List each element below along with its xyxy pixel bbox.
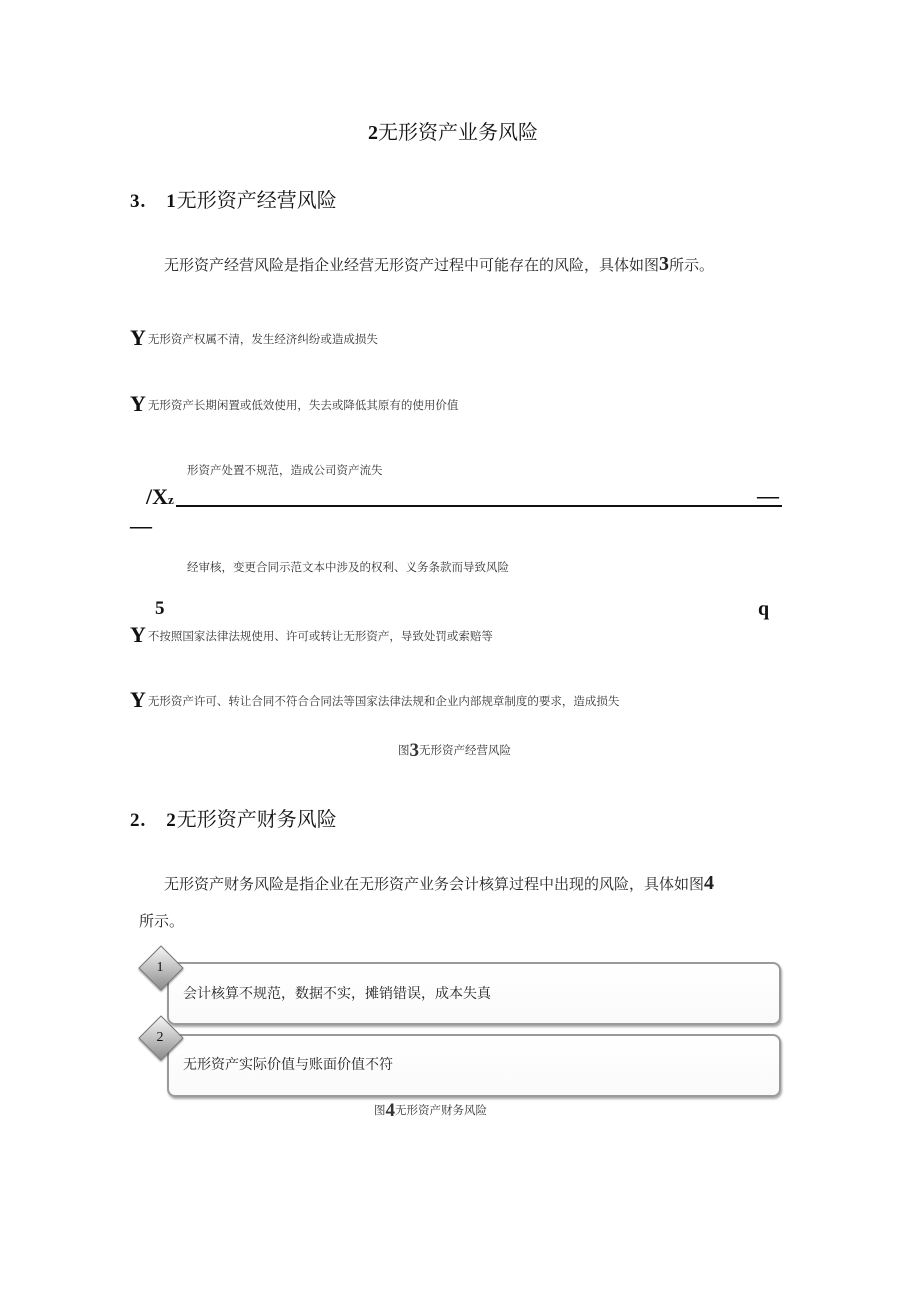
risk-box-text: 无形资产实际价值与账面价值不符 bbox=[183, 1057, 393, 1073]
risk-item bbox=[130, 391, 458, 417]
bullet-mark: Y bbox=[130, 325, 146, 350]
caption-text: 无形资产经营风险 bbox=[419, 743, 511, 757]
risk-fragment: 形资产处置不规范，造成公司资产流失 bbox=[187, 463, 383, 477]
risk-item-text: 无形资产许可、转让合同不符合合同法等国家法律法规和企业内部规章制度的要求，造成损失 bbox=[147, 694, 620, 708]
garbled-glyph-under: — bbox=[130, 513, 152, 538]
risk-fragment: 经审核，变更合同示范文本中涉及的权利、义务条款而导致风险 bbox=[187, 560, 509, 574]
garbled-glyph-right: — bbox=[757, 483, 779, 508]
paragraph-financial-risk bbox=[164, 872, 714, 895]
paragraph-operational-risk bbox=[164, 253, 714, 276]
section-number: 3. 1 bbox=[130, 191, 177, 212]
paragraph-text: 无形资产经营风险是指企业经营无形资产过程中可能存在的风险，具体如图 bbox=[164, 256, 660, 274]
caption-text: 无形资产财务风险 bbox=[395, 1103, 487, 1117]
garbled-text: /X bbox=[146, 484, 168, 509]
badge-number: 1 bbox=[156, 960, 164, 975]
badge-number: 2 bbox=[156, 1030, 164, 1045]
risk-item-text: 不按照国家法律法规使用、许可或转让无形资产，导致处罚或索赔等 bbox=[147, 629, 493, 643]
paragraph-tail: 所示。 bbox=[669, 256, 715, 274]
caption-prefix: 图 bbox=[374, 1103, 386, 1117]
paragraph-text: 无形资产财务风险是指企业在无形资产业务会计核算过程中出现的风险，具体如图 bbox=[164, 875, 705, 893]
risk-item bbox=[130, 325, 378, 351]
section-heading-2-2 bbox=[130, 803, 337, 832]
garbled-glyph-left bbox=[146, 484, 174, 510]
section-title: 无形资产经营风险 bbox=[176, 188, 337, 212]
page-title bbox=[368, 116, 538, 145]
caption-number: 3 bbox=[409, 740, 419, 761]
risk-box-text: 会计核算不规范，数据不实，摊销错误，成本失真 bbox=[183, 986, 491, 1002]
stray-number: 5 bbox=[155, 598, 165, 619]
caption-prefix: 图 bbox=[398, 743, 410, 757]
section-title: 无形资产财务风险 bbox=[176, 807, 337, 831]
risk-item-text: 无形资产长期闲置或低效使用，失去或降低其原有的使用价值 bbox=[147, 398, 459, 412]
paragraph-continuation: 所示。 bbox=[139, 912, 185, 930]
title-number: 2 bbox=[368, 122, 378, 144]
bullet-mark: Y bbox=[130, 687, 146, 712]
risk-item bbox=[130, 687, 619, 713]
figure-caption bbox=[398, 740, 511, 762]
bullet-mark: Y bbox=[130, 391, 146, 416]
garbled-subscript: z bbox=[168, 492, 174, 507]
figure-ref-number: 4 bbox=[704, 872, 715, 894]
figure-caption bbox=[374, 1100, 487, 1122]
risk-item bbox=[130, 622, 493, 648]
stray-letter: q bbox=[758, 598, 770, 620]
horizontal-rule bbox=[176, 505, 782, 507]
risk-item-text: 无形资产权属不清，发生经济纠纷或造成损失 bbox=[147, 332, 378, 346]
title-text: 无形资产业务风险 bbox=[378, 120, 538, 144]
bullet-mark: Y bbox=[130, 622, 146, 647]
section-heading-3-1 bbox=[130, 184, 337, 213]
section-number: 2. 2 bbox=[130, 810, 177, 831]
caption-number: 4 bbox=[385, 1100, 395, 1121]
figure-ref-number: 3 bbox=[659, 253, 670, 275]
